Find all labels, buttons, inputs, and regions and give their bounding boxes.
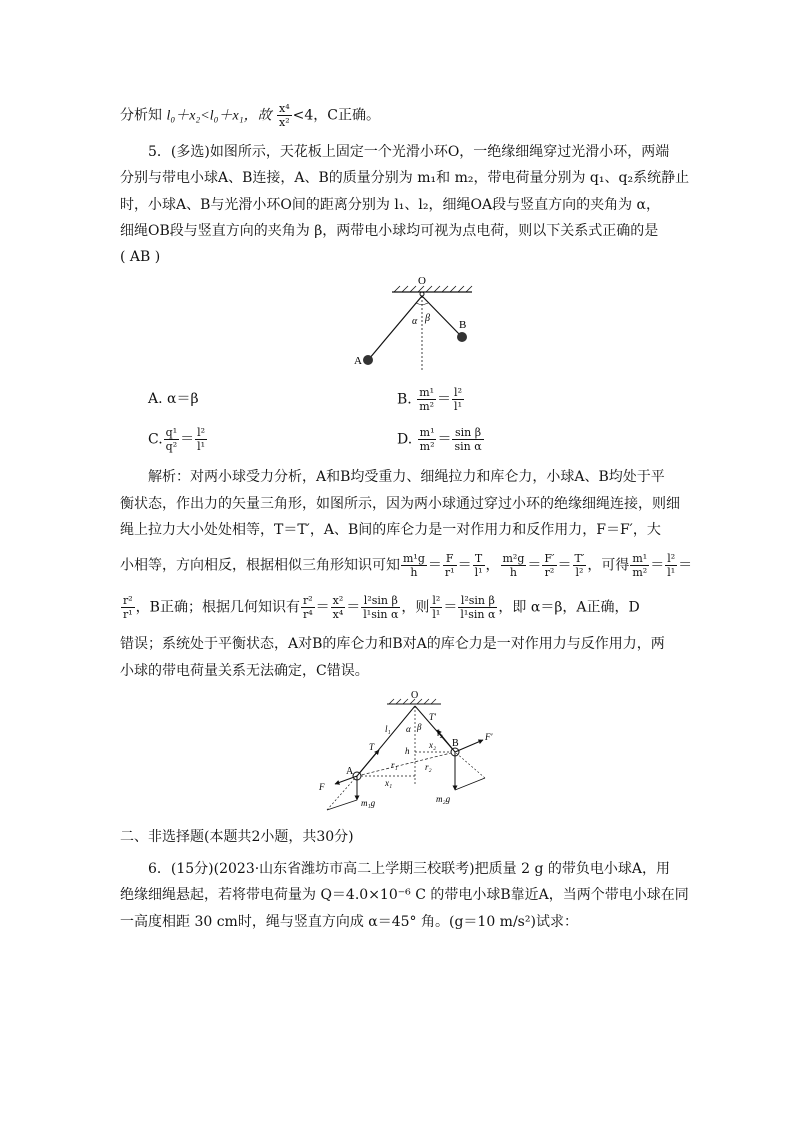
q5-answer: ( AB ) [120, 249, 161, 265]
fraction: $\frac{\text{x⁴}}{\text{x²}}$ [279, 102, 290, 129]
q5-stem-line-4: 细绳OB段与竖直方向的夹角为 β，两带电小球均可视为点电荷，则以下关系式正确的是 [120, 223, 659, 239]
solution-line-5: $\frac{\text{r²}}{\text{r¹}}$ ，B正确；根据几何知识有 $\frac{\text{r²}}{\text{r⁴}}$ ＝ $\frac{\text{x²}}{\text{x⁴}}$ ＝ $\frac{\text{l²sin β}}{\text{l¹sin α}}$ ，则 $\frac{\text{l²}}{\text{l¹}}$ ＝ $\frac{\text{l²sin β}}{\text{l¹sin α}}$ ，即 α＝β，A正确，D [123, 594, 640, 621]
solution-line-3: 绳上拉力大小处处相等，T＝T′，A、B间的库仑力是一对作用力和反作用力，F＝F′，大 [120, 522, 661, 538]
f2-label-x2: x₂ [429, 740, 437, 750]
f2-label-x1: x₁ [385, 778, 393, 788]
option-c: C. $\frac{\text{q¹}}{\text{q²}}$ ＝ $\frac{\text{l²}}{\text{l¹}}$ [148, 426, 206, 453]
f2-label-a: A [346, 766, 354, 777]
f2-label-tp: T′ [429, 712, 436, 722]
label-a: A [354, 355, 362, 367]
f2-label-l1: l₁ [385, 724, 391, 734]
f2-label-fp: F′ [485, 732, 493, 742]
label-beta: β [425, 313, 430, 324]
f2-label-m2g: m₂g [436, 794, 451, 804]
solution-line-4: 小相等，方向相反，根据相似三角形知识可知 $\frac{\text{m¹g}}{h}$ ＝ $\frac{F}{\text{r¹}}$ ＝ $\frac{T}{\text{l¹}}$ ， $\frac{\text{m²g}}{h}$ ＝ $\frac{F'}{\text{r²}}$ ＝ $\frac{T'}{\text{l²}}$ ，可得 $\frac{\text{m¹}}{\text{m²}}$ ＝ $\frac{\text{l²}}{\text{l¹}}$ ＝ [120, 552, 693, 579]
prev-answer-line: 分析知 l₀＋x₂<l₀＋x₁，故 $\frac{\text{x⁴}}{\text{x²}}$ <4，C正确。 [120, 102, 381, 129]
label-o: O [418, 275, 426, 287]
f2-label-b: B [452, 738, 459, 749]
f2-label-alpha: α [406, 724, 411, 734]
f2-label-f: F [319, 782, 325, 792]
ball-b [457, 332, 467, 342]
label-b: B [459, 319, 467, 331]
pendulum-figure [340, 275, 500, 375]
q5-stem-line-3: 时，小球A、B与光滑小环O间的距离分别为 l₁、l₂，细绳OA段与竖直方向的夹角为 α， [120, 197, 660, 213]
option-a: A. α＝β [148, 391, 199, 407]
force-triangle-figure [305, 690, 505, 820]
ceiling-hatch [394, 286, 472, 292]
q5-stem-line-1: 5．(多选)如图所示，天花板上固定一个光滑小环O，一绝缘细绳穿过光滑小环，两端 [148, 144, 670, 160]
q5-stem-line-2: 分别与带电小球A、B连接，A、B的质量分别为 m₁和 m₂，带电荷量分别为 q₁、q₂系统静止 [120, 170, 690, 186]
solution-line-1: 解析：对两小球受力分析，A和B均受重力、细绳拉力和库仑力，小球A、B均处于平 [148, 469, 665, 485]
option-d: D. $\frac{\text{m¹}}{\text{m²}}$ ＝ $\frac{\text{sin β}}{\text{sin α}}$ [397, 426, 482, 453]
f2-label-t: T [369, 742, 375, 752]
smooth-ring [420, 292, 424, 296]
label-alpha: α [412, 316, 418, 327]
q6-stem-line-3: 一高度相距 30 cm时，绳与竖直方向成 α＝45° 角。(g＝10 m/s²)试求： [120, 914, 578, 930]
ball-a [363, 355, 373, 365]
f2-label-r2: r₂ [425, 762, 432, 772]
f2-label-r1: r₁ [391, 760, 398, 770]
q6-stem-line-1: 6．(15分)(2023·山东省潍坊市高二上学期三校联考)把质量 2 g 的带负电小球A，用 [148, 861, 670, 877]
option-b: B. $\frac{\text{m¹}}{\text{m²}}$ ＝ $\frac{\text{l²}}{\text{l¹}}$ [397, 386, 462, 413]
f2-label-l2: l₂ [437, 728, 443, 738]
solution-line-6: 错误；系统处于平衡状态，A对B的库仑力和B对A的库仑力是一对作用力与反作用力，两 [120, 636, 665, 652]
q6-stem-line-2: 绝缘细绳悬起，若将带电荷量为 Q＝4.0×10⁻⁶ C 的带电小球B靠近A，当两个带电小球在同 [120, 887, 689, 903]
f2-label-beta: β [417, 722, 422, 732]
f2-label-o: O [411, 690, 419, 701]
section-title: 二、非选择题(本题共2小题，共30分) [120, 829, 354, 845]
f2-label-m1g: m₁g [361, 798, 376, 808]
string-oa [369, 296, 422, 359]
solution-line-2: 衡状态，作出力的矢量三角形，如图所示，因为两小球通过穿过小环的绝缘细绳连接，则细 [120, 496, 680, 512]
f2-label-h: h [405, 746, 410, 756]
solution-line-7: 小球的带电荷量关系无法确定，C错误。 [120, 663, 369, 679]
